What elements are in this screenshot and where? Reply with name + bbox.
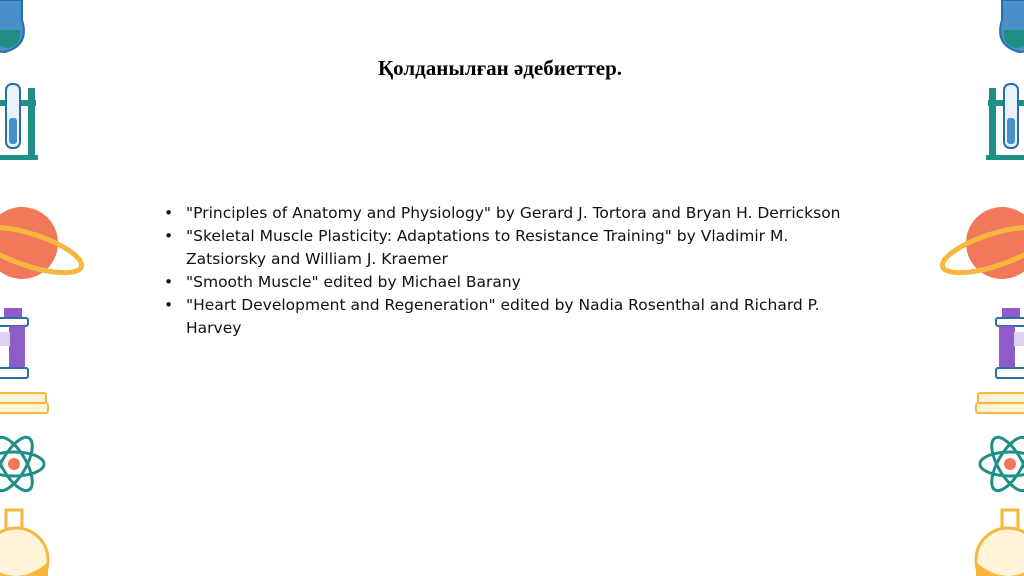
bullet: • xyxy=(164,296,174,314)
bullet: • xyxy=(164,273,174,291)
right-decor-svg xyxy=(934,0,1024,576)
flask-icon xyxy=(0,0,24,52)
test-tube-rack-icon xyxy=(986,84,1024,160)
books-icon xyxy=(0,393,48,413)
right-decor-border xyxy=(934,0,1024,576)
round-flask-icon xyxy=(976,510,1024,576)
left-decor-border xyxy=(0,0,90,576)
planet-icon xyxy=(0,207,86,282)
reference-text: "Principles of Anatomy and Physiology" by Gerard J. Tortora and Bryan H. Derrickson xyxy=(186,204,841,222)
planet-icon xyxy=(938,207,1024,282)
test-tube-rack-icon xyxy=(0,84,38,160)
list-item xyxy=(162,202,842,225)
bullet: • xyxy=(164,204,174,222)
microscope-icon xyxy=(0,308,28,378)
reference-text: "Heart Development and Regeneration" edited by Nadia Rosenthal and Richard P. Harvey xyxy=(186,296,820,337)
round-flask-icon xyxy=(0,510,48,576)
list-item xyxy=(162,225,842,271)
atom-icon xyxy=(0,432,44,496)
left-decor-svg xyxy=(0,0,90,576)
references-list xyxy=(162,202,842,340)
list-item xyxy=(162,271,842,294)
list-item xyxy=(162,294,842,340)
books-icon xyxy=(976,393,1024,413)
bullet: • xyxy=(164,227,174,245)
microscope-icon xyxy=(996,308,1024,378)
flask-icon xyxy=(1000,0,1024,52)
reference-text: "Smooth Muscle" edited by Michael Barany xyxy=(186,273,521,291)
slide-title: Қолданылған әдебиеттер. xyxy=(377,56,623,80)
reference-text: "Skeletal Muscle Plasticity: Adaptations to Resistance Training" by Vladimir M. Zatsiorsky and William J. Kraemer xyxy=(186,227,789,268)
atom-icon xyxy=(980,432,1024,496)
